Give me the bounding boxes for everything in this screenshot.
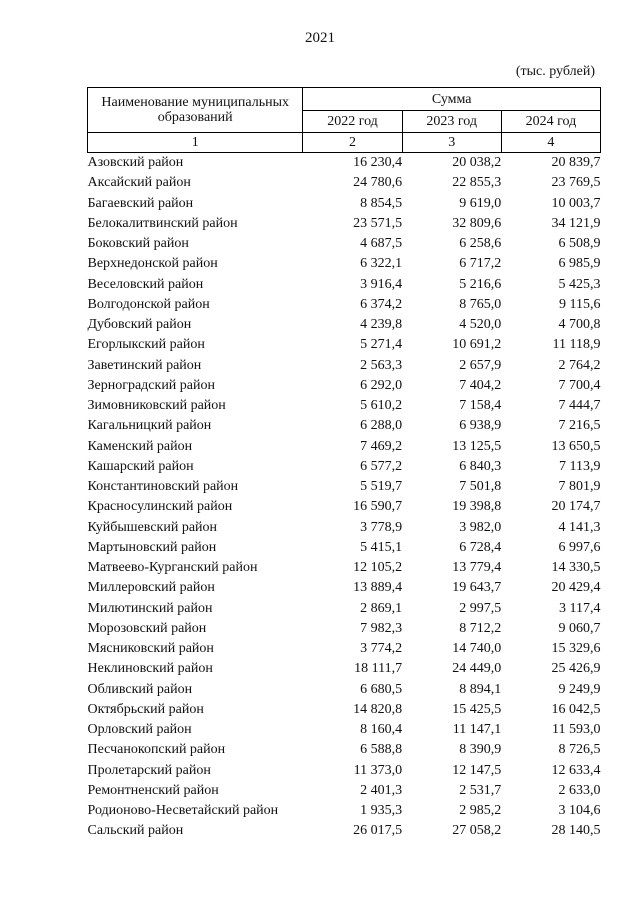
- amount-2022: 6 680,5: [360, 681, 403, 697]
- amount-2023: 15 425,5: [452, 701, 502, 717]
- municipality-name: Константиновский район: [87, 479, 239, 495]
- municipality-name: Орловский район: [87, 722, 192, 738]
- column-number-2: 2: [303, 133, 402, 153]
- amount-2022: 6 588,8: [360, 742, 403, 758]
- amount-2022: 8 854,5: [360, 195, 403, 211]
- amount-2022: 18 111,7: [354, 661, 403, 677]
- municipality-name: Зимовниковский район: [87, 398, 226, 414]
- municipality-name: Морозовский район: [87, 620, 207, 636]
- amount-2022: 1 935,3: [360, 803, 403, 819]
- table-row: [88, 518, 601, 538]
- amount-2022: 16 230,4: [353, 155, 403, 171]
- amount-2022: 5 415,1: [360, 539, 403, 555]
- municipality-name: Заветинский район: [87, 357, 202, 373]
- amount-2022: 5 610,2: [360, 398, 403, 414]
- municipality-name: Зерноградский район: [87, 377, 215, 393]
- amount-2023: 27 058,2: [452, 823, 502, 839]
- municipality-name: Азовский район: [87, 155, 184, 171]
- amount-2022: 4 239,8: [360, 317, 403, 333]
- amount-2022: 13 889,4: [353, 580, 403, 596]
- municipality-name: Веселовский район: [87, 276, 204, 292]
- amount-2022: 7 982,3: [360, 620, 403, 636]
- amount-2023: 2 997,5: [459, 600, 502, 616]
- amount-2022: 12 105,2: [353, 560, 403, 576]
- amount-2022: 24 780,6: [353, 175, 403, 191]
- table-row: [88, 720, 601, 740]
- municipality-name: Матвеево-Курганский район: [87, 560, 258, 576]
- amount-2024: 25 426,9: [551, 661, 601, 677]
- table-row: [88, 437, 601, 457]
- amount-2022: 4 687,5: [360, 236, 403, 252]
- amount-2024: 7 216,5: [558, 418, 601, 434]
- amount-2023: 24 449,0: [452, 661, 502, 677]
- amount-2022: 3 774,2: [360, 641, 403, 657]
- table-row: [88, 194, 601, 214]
- amount-2022: 23 571,5: [353, 215, 403, 231]
- amount-2023: 6 840,3: [459, 458, 502, 474]
- municipality-name: Верхнедонской район: [87, 256, 218, 272]
- table-row: [88, 821, 601, 841]
- year-header-2022: 2022 год: [303, 111, 402, 133]
- municipality-name: Милютинский район: [87, 600, 213, 616]
- table-row: [88, 761, 601, 781]
- amount-2023: 3 982,0: [459, 519, 502, 535]
- amount-2022: 5 519,7: [360, 479, 403, 495]
- amount-2022: 6 322,1: [360, 256, 403, 272]
- amount-2024: 20 429,4: [551, 580, 601, 596]
- amount-2024: 13 650,5: [551, 438, 601, 454]
- amount-2022: 8 160,4: [360, 722, 403, 738]
- amount-2023: 10 691,2: [452, 337, 502, 353]
- amount-2022: 14 820,8: [353, 701, 403, 717]
- table-row: [88, 740, 601, 760]
- table-row: [88, 214, 601, 234]
- amount-2022: 26 017,5: [353, 823, 403, 839]
- amount-2024: 3 104,6: [558, 803, 601, 819]
- municipality-name: Боковский район: [87, 236, 189, 252]
- amount-2023: 5 216,6: [459, 276, 502, 292]
- column-number-1: 1: [88, 133, 303, 153]
- municipality-name: Ремонтненский район: [87, 782, 219, 798]
- table-row: [88, 416, 601, 436]
- table-row: [88, 639, 601, 659]
- municipality-name: Белокалитвинский район: [87, 215, 238, 231]
- amount-2024: 15 329,6: [551, 641, 601, 657]
- amount-2023: 2 985,2: [459, 803, 502, 819]
- table-row: [88, 275, 601, 295]
- amount-2024: 6 997,6: [558, 539, 601, 555]
- municipality-name: Неклиновский район: [87, 661, 213, 677]
- municipality-name: Егорлыкский район: [87, 337, 205, 353]
- amount-2024: 11 593,0: [552, 722, 601, 738]
- municipality-name: Красносулинский район: [87, 499, 233, 515]
- column-number-3: 3: [402, 133, 501, 153]
- municipality-name: Песчанокопский район: [87, 742, 226, 758]
- sum-column-header: Сумма: [303, 88, 601, 111]
- table-row: [88, 558, 601, 578]
- table-row: [88, 254, 601, 274]
- amount-2023: 9 619,0: [459, 195, 502, 211]
- municipality-name: Октябрьский район: [87, 701, 204, 717]
- amount-2023: 19 643,7: [452, 580, 502, 596]
- amount-2022: 3 916,4: [360, 276, 403, 292]
- municipality-name: Дубовский район: [87, 317, 192, 333]
- table-row: [88, 173, 601, 193]
- amount-2022: 5 271,4: [360, 337, 403, 353]
- amount-2024: 4 700,8: [558, 317, 601, 333]
- amount-2023: 20 038,2: [452, 155, 502, 171]
- amount-2024: 7 444,7: [558, 398, 601, 414]
- table-row: [88, 659, 601, 679]
- table-row: [88, 396, 601, 416]
- table-row: [88, 599, 601, 619]
- amount-2024: 20 839,7: [551, 155, 601, 171]
- amount-2023: 14 740,0: [452, 641, 502, 657]
- municipality-name: Куйбышевский район: [87, 519, 218, 535]
- year-header-2023: 2023 год: [402, 111, 501, 133]
- amount-2023: 8 712,2: [459, 620, 502, 636]
- amount-2024: 9 249,9: [558, 681, 601, 697]
- municipality-name: Кашарский район: [87, 458, 194, 474]
- amount-2024: 6 985,9: [558, 256, 601, 272]
- table-row: [88, 315, 601, 335]
- municipality-name: Пролетарский район: [87, 762, 211, 778]
- municipality-name: Сальский район: [87, 823, 184, 839]
- amount-2023: 13 125,5: [452, 438, 502, 454]
- amount-2024: 28 140,5: [551, 823, 601, 839]
- table-row: [88, 680, 601, 700]
- amount-2024: 23 769,5: [551, 175, 601, 191]
- municipality-name: Багаевский район: [87, 195, 194, 211]
- budget-table: [87, 87, 601, 842]
- amount-2022: 11 373,0: [353, 762, 403, 778]
- municipality-name: Волгодонской район: [87, 296, 210, 312]
- table-row: [88, 457, 601, 477]
- amount-2022: 7 469,2: [360, 438, 403, 454]
- amount-2024: 9 060,7: [558, 620, 601, 636]
- municipality-name: Кагальницкий район: [87, 418, 212, 434]
- municipality-name: Аксайский район: [87, 175, 191, 191]
- year-header-2024: 2024 год: [501, 111, 600, 133]
- name-column-header: Наименование муниципальных образований: [88, 88, 303, 133]
- table-row: [88, 619, 601, 639]
- table-row: [88, 497, 601, 517]
- amount-2023: 7 404,2: [459, 377, 502, 393]
- amount-2023: 7 501,8: [459, 479, 502, 495]
- units-label: (тыс. рублей): [515, 64, 595, 79]
- table-row: [88, 356, 601, 376]
- page-year: 2021: [305, 30, 335, 46]
- municipality-name: Мартыновский район: [87, 539, 217, 555]
- amount-2023: 22 855,3: [452, 175, 502, 191]
- amount-2023: 13 779,4: [452, 560, 502, 576]
- table-row: [88, 153, 601, 174]
- amount-2023: 19 398,8: [452, 499, 502, 515]
- amount-2024: 6 508,9: [558, 236, 601, 252]
- amount-2024: 10 003,7: [551, 195, 601, 211]
- amount-2024: 2 633,0: [558, 782, 601, 798]
- amount-2024: 9 115,6: [559, 296, 601, 312]
- table-body: [88, 153, 601, 842]
- municipality-name: Родионово-Несветайский район: [87, 803, 279, 819]
- amount-2023: 6 728,4: [459, 539, 502, 555]
- municipality-name: Мясниковский район: [87, 641, 214, 657]
- amount-2023: 4 520,0: [459, 317, 502, 333]
- table-row: [88, 234, 601, 254]
- table-row: [88, 477, 601, 497]
- table-row: [88, 295, 601, 315]
- amount-2024: 2 764,2: [558, 357, 601, 373]
- amount-2023: 2 657,9: [459, 357, 502, 373]
- amount-2024: 7 113,9: [559, 458, 601, 474]
- amount-2022: 2 869,1: [360, 600, 403, 616]
- amount-2022: 2 401,3: [360, 782, 403, 798]
- amount-2024: 8 726,5: [558, 742, 601, 758]
- amount-2022: 6 374,2: [360, 296, 403, 312]
- amount-2024: 14 330,5: [551, 560, 601, 576]
- amount-2024: 4 141,3: [558, 519, 601, 535]
- table-row: [88, 801, 601, 821]
- amount-2022: 6 288,0: [360, 418, 403, 434]
- municipality-name: Каменский район: [87, 438, 193, 454]
- municipality-name: Обливский район: [87, 681, 193, 697]
- amount-2023: 11 147,1: [452, 722, 502, 738]
- amount-2023: 32 809,6: [452, 215, 502, 231]
- table-row: [88, 538, 601, 558]
- amount-2023: 8 390,9: [459, 742, 502, 758]
- amount-2024: 11 118,9: [552, 337, 601, 353]
- table-row: [88, 376, 601, 396]
- amount-2023: 6 717,2: [459, 256, 502, 272]
- amount-2022: 3 778,9: [360, 519, 403, 535]
- table-header: [88, 88, 601, 153]
- amount-2024: 5 425,3: [558, 276, 601, 292]
- municipality-name: Миллеровский район: [87, 580, 215, 596]
- table-row: [88, 578, 601, 598]
- table-row: [88, 335, 601, 355]
- column-number-4: 4: [501, 133, 600, 153]
- amount-2023: 8 765,0: [459, 296, 502, 312]
- amount-2022: 6 292,0: [360, 377, 403, 393]
- amount-2024: 16 042,5: [551, 701, 601, 717]
- amount-2023: 8 894,1: [459, 681, 502, 697]
- amount-2024: 3 117,4: [559, 600, 601, 616]
- amount-2024: 7 801,9: [558, 479, 601, 495]
- amount-2024: 7 700,4: [558, 377, 601, 393]
- amount-2023: 6 938,9: [459, 418, 502, 434]
- amount-2023: 2 531,7: [459, 782, 502, 798]
- amount-2022: 2 563,3: [360, 357, 403, 373]
- amount-2022: 6 577,2: [360, 458, 403, 474]
- amount-2024: 20 174,7: [551, 499, 601, 515]
- table-row: [88, 781, 601, 801]
- amount-2022: 16 590,7: [353, 499, 403, 515]
- amount-2023: 12 147,5: [452, 762, 502, 778]
- amount-2023: 7 158,4: [459, 398, 502, 414]
- amount-2024: 12 633,4: [551, 762, 601, 778]
- amount-2024: 34 121,9: [551, 215, 601, 231]
- table-row: [88, 700, 601, 720]
- amount-2023: 6 258,6: [459, 236, 502, 252]
